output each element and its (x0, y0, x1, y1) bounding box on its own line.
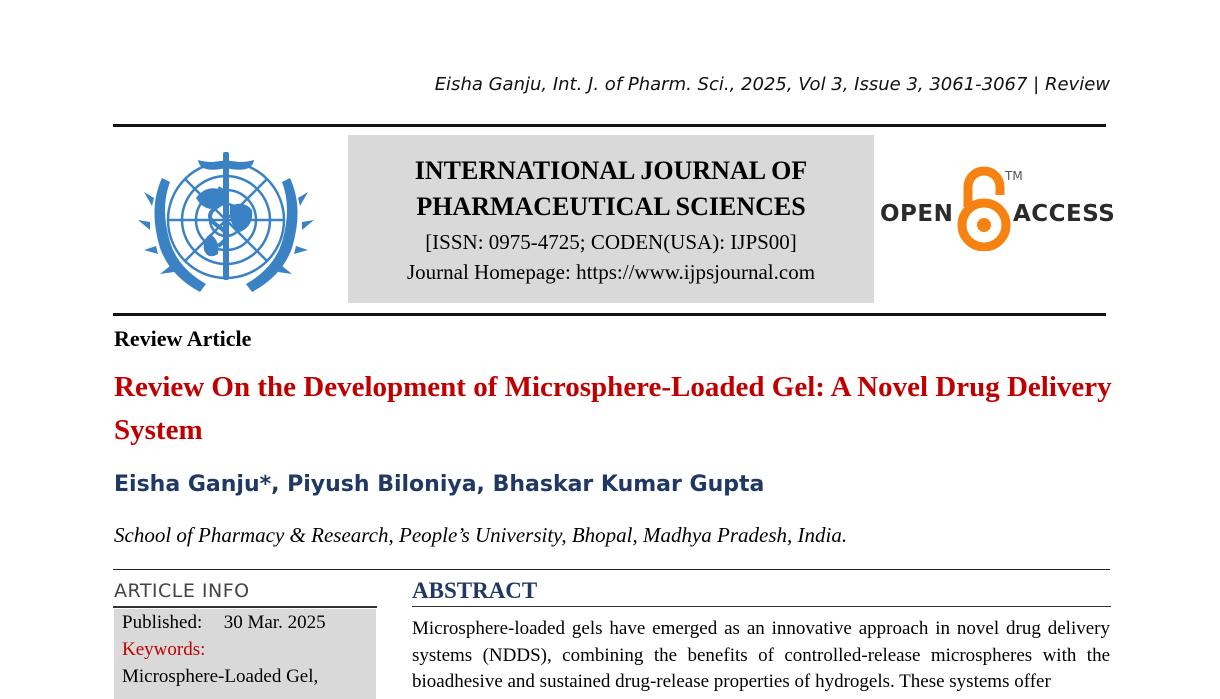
keywords-label: Keywords: (122, 639, 206, 660)
published-row (122, 609, 376, 636)
abstract-text: Microsphere-loaded gels have emerged as an innovative approach in novel drug delivery systems (NDDS), combining the benefits of controlled-release microspheres with the bioadhesive and sustained drug-release properties of hydrogels. These systems offer (412, 618, 1110, 692)
published-label: Published: (122, 612, 203, 633)
published-date: 30 Mar. 2025 (223, 612, 326, 633)
article-type: Review Article (114, 326, 252, 351)
open-access-access-text: ACCESS (1013, 201, 1116, 227)
article-info-heading: ARTICLE INFO (114, 580, 250, 602)
journal-title-line1: INTERNATIONAL JOURNAL OF (414, 156, 808, 185)
article-authors: Eisha Ganju*, Piyush Biloniya, Bhaskar Kumar Gupta (114, 472, 765, 497)
journal-header-box (348, 135, 874, 303)
open-access-trademark: TM (1005, 169, 1023, 183)
abstract-heading: ABSTRACT (412, 578, 538, 603)
open-access-logo (880, 165, 1116, 255)
open-access-open-text: OPEN (880, 201, 954, 227)
affiliation-rule (113, 569, 1110, 570)
journal-title (348, 153, 874, 225)
article-affiliation: School of Pharmacy & Research, People’s University, Bhopal, Madhya Pradesh, India. (114, 523, 848, 547)
journal-emblem-icon (126, 138, 326, 308)
citation-line: Eisha Ganju, Int. J. of Pharm. Sci., 2025, Vol 3, Issue 3, 3061-3067 | Review (434, 74, 1110, 95)
top-rule (113, 124, 1106, 127)
journal-title-line2: PHARMACEUTICAL SCIENCES (416, 192, 806, 221)
header-bottom-rule (113, 313, 1106, 316)
journal-issn: [ISSN: 0975-4725; CODEN(USA): IJPS00] (425, 230, 797, 254)
keywords-value: Microsphere-Loaded Gel, (122, 666, 319, 687)
article-title: Review On the Development of Microsphere-Loaded Gel: A Novel Drug Delivery System (114, 371, 1112, 446)
article-info-box (114, 609, 376, 699)
abstract-rule (412, 606, 1111, 607)
journal-homepage: Journal Homepage: https://www.ijpsjournal.com (406, 260, 816, 284)
article-info-rule (113, 606, 377, 608)
